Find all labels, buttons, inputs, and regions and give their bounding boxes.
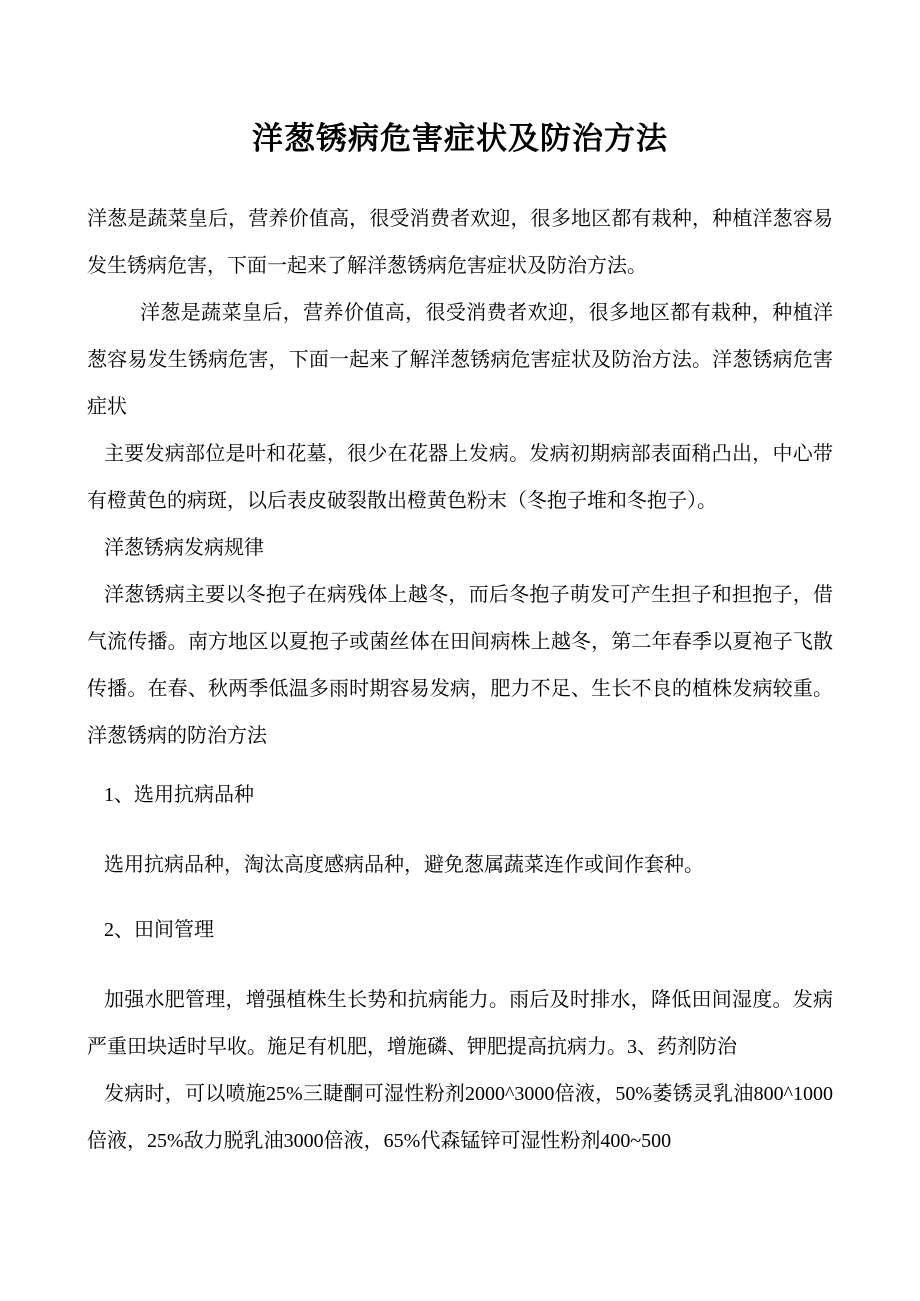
paragraph: 主要发病部位是叶和花墓，很少在花器上发病。发病初期病部表面稍凸出，中心带有橙黄色的病斑，以后表皮破裂散出橙黄色粉末（冬抱子堆和冬抱子）。 xyxy=(87,443,833,512)
paragraph: 洋葱是蔬菜皇后，营养价值高，很受消费者欢迎，很多地区都有栽种，种植洋葱容易发生锈病危害，下面一起来了解洋葱锈病危害症状及防治方法。 xyxy=(87,208,833,277)
paragraph: 选用抗病品种，淘汰高度感病品种，避免葱属蔬菜连作或间作套种。 xyxy=(104,854,704,876)
paragraph: 发病时，可以喷施25%三睫酮可湿性粉剂2000^3000倍液，50%萎锈灵乳油800^1000倍液，25%敌力脱乳油3000倍液，65%代森锰锌可湿性粉剂400~500 xyxy=(87,1083,833,1152)
paragraph: 加强水肥管理，增强植株生长势和抗病能力。雨后及时排水，降低田间湿度。发病严重田块适时早收。施足有机肥，增施磷、钾肥提高抗病力。3、药剂防治 xyxy=(87,989,833,1058)
paragraph-list-item-1: 1、选用抗病品种 xyxy=(104,784,254,806)
paragraph: 洋葱是蔬菜皇后，营养价值高，很受消费者欢迎，很多地区都有栽种，种植洋葱容易发生锈病危害，下面一起来了解洋葱锈病危害症状及防治方法。洋葱锈病危害症状 xyxy=(87,302,833,418)
paragraph: 洋葱锈病主要以冬抱子在病残体上越冬，而后冬抱子萌发可产生担子和担抱子，借气流传播。南方地区以夏抱子或菌丝体在田间病株上越冬，第二年春季以夏袍子飞散传播。在春、秋两季低温多雨时期容易发病，肥力不足、生长不良的植株发病较重。洋葱锈病的防治方法 xyxy=(87,584,833,747)
document-title: 洋葱锈病危害症状及防治方法 xyxy=(252,121,668,156)
paragraph: 洋葱锈病发病规律 xyxy=(104,537,264,559)
paragraph-list-item-2: 2、田间管理 xyxy=(104,919,214,941)
